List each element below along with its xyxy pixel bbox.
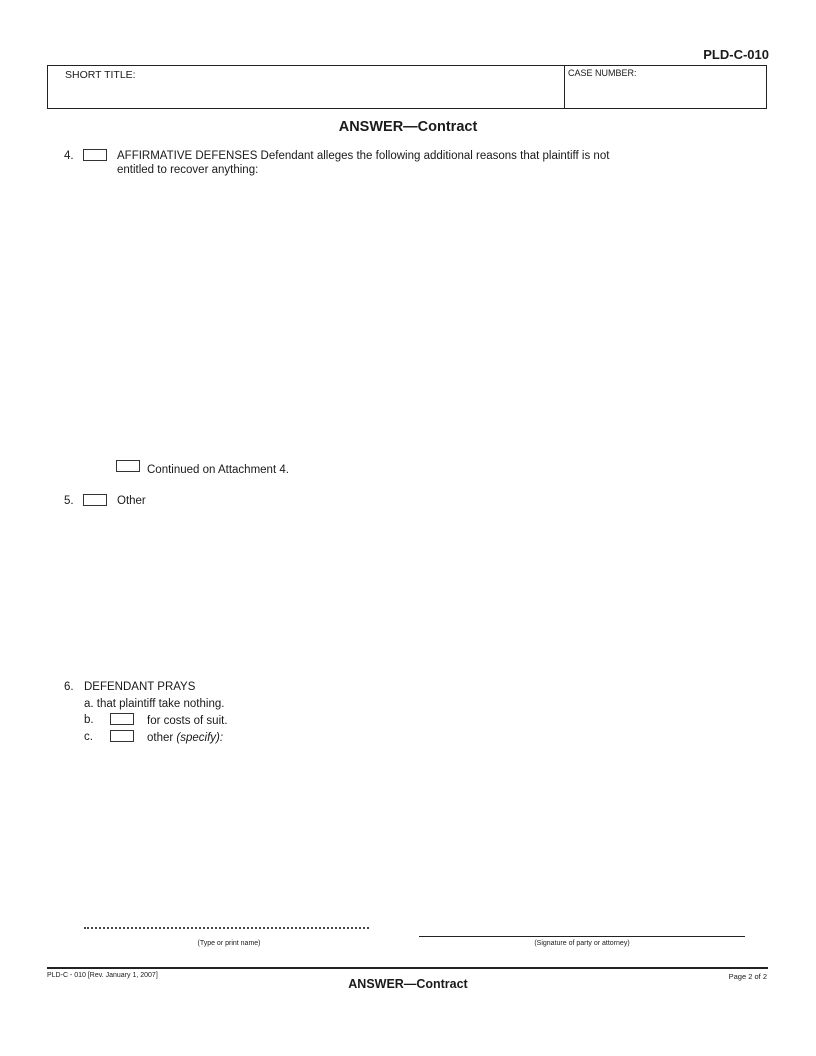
item-6c-checkbox[interactable] <box>110 730 134 742</box>
item-4-text-line1: AFFIRMATIVE DEFENSES Defendant alleges the following additional reasons that plaintiff is not <box>117 150 610 162</box>
item-4-number: 4. <box>64 150 74 162</box>
continued-attachment-checkbox[interactable] <box>116 460 140 472</box>
print-name-caption: (Type or print name) <box>197 940 261 947</box>
item-5-checkbox[interactable] <box>83 494 107 506</box>
item-6c-letter: c. <box>84 731 93 743</box>
signature-caption: (Signature of party or attorney) <box>534 940 630 947</box>
item-6c-specify: (specify): <box>176 732 224 744</box>
item-4-text-line2: entitled to recover anything: <box>117 164 259 176</box>
item-6b-letter: b. <box>84 714 94 726</box>
header-box <box>47 65 767 109</box>
item-6b-checkbox[interactable] <box>110 713 134 725</box>
short-title-label: SHORT TITLE: <box>65 69 136 81</box>
footer-revision: PLD-C - 010 [Rev. January 1, 2007] <box>47 972 158 979</box>
item-6-label: DEFENDANT PRAYS <box>84 681 196 693</box>
case-number-label: CASE NUMBER: <box>568 68 637 78</box>
item-6b-text: for costs of suit. <box>147 715 228 727</box>
item-6a-text: a. that plaintiff take nothing. <box>84 698 225 710</box>
footer-divider <box>47 967 768 969</box>
item-4-checkbox[interactable] <box>83 149 107 161</box>
continued-attachment-label: Continued on Attachment 4. <box>147 464 289 476</box>
item-5-number: 5. <box>64 495 74 507</box>
form-code: PLD-C-010 <box>703 47 769 62</box>
signature-line[interactable] <box>419 936 745 937</box>
footer-title: ANSWER—Contract <box>348 977 468 991</box>
header-divider <box>564 65 565 109</box>
item-6c-text <box>147 731 223 745</box>
print-name-line[interactable] <box>84 927 369 929</box>
footer-page-number: Page 2 of 2 <box>728 972 767 981</box>
item-6c-other: other <box>147 732 174 744</box>
item-5-label: Other <box>117 495 146 507</box>
page-title: ANSWER—Contract <box>338 119 478 135</box>
item-6-number: 6. <box>64 681 74 693</box>
